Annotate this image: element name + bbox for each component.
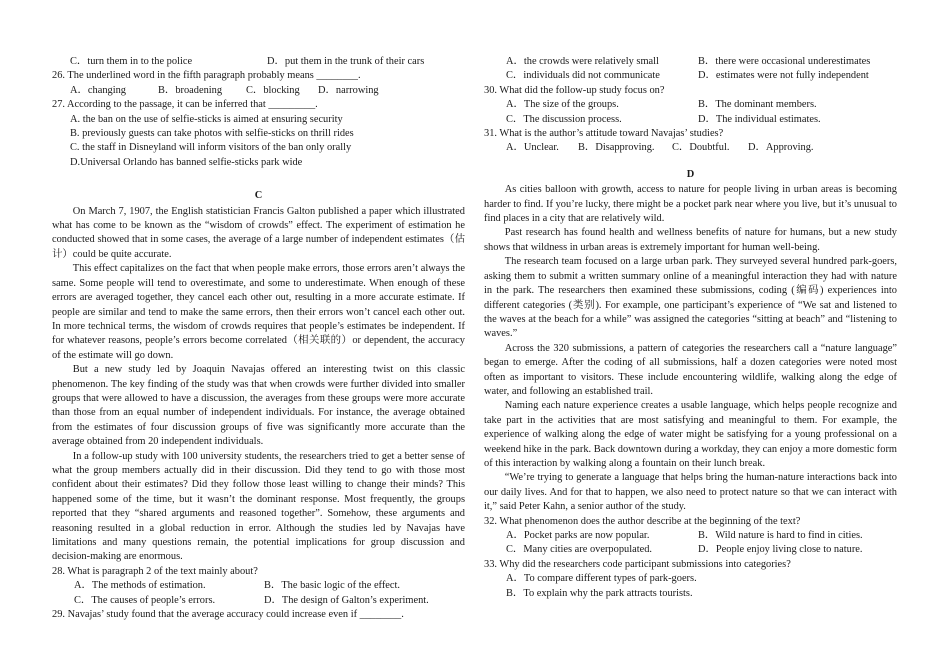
q28-option-d: D．The design of Galton’s experiment. bbox=[264, 594, 429, 606]
passage-c-paragraph-4: In a follow-up study with 100 university students, the researchers tried to get a better sense of what the group members actually did in their discussion. Did they tend to go with those most confident about their estimates? Did they follow those least willing to change their minds? This happened some of the time, but it wasn’t the dominant response. Most frequently, the groups reported that they “shared arguments and reasoned together”. Somehow, these arguments and reasoning resulted in a global reduction in error. Although the studies led by Navajas have limitations and many questions remain, the potential implications for group discussion and decision-making are enormous. bbox=[52, 450, 465, 563]
q29-option-c: C．individuals did not communicate bbox=[506, 70, 660, 82]
q28-options-row2 bbox=[52, 594, 465, 608]
q31-option-b: B．Disapproving. bbox=[578, 142, 655, 154]
q31-option-c: C．Doubtful. bbox=[672, 142, 730, 154]
q30-option-b: B．The dominant members. bbox=[698, 99, 817, 111]
q27-option-d: D.Universal Orlando has banned selfie-sticks park wide bbox=[70, 156, 303, 168]
q31-option-d: D．Approving. bbox=[748, 142, 814, 154]
section-d-heading: D bbox=[686, 168, 695, 180]
q32-option-b: B．Wild nature is hard to find in cities. bbox=[698, 530, 863, 541]
q26-stem: 26. The underlined word in the fifth paragraph probably means ________. bbox=[52, 70, 361, 82]
left-column bbox=[52, 55, 465, 622]
passage-c-paragraph-2: This effect capitalizes on the fact that when people make errors, those errors aren’t always the same. Some people will tend to overestimate, and some to underestimate. When enough of these errors are averaged together, they cancel each other out, resulting in a more accurate estimate. If people are similar and tend to make the same errors, then their errors won’t cancel each other out. In more technical terms, the wisdom of crowds requires that people’s estimates be independent. If for whatever reasons, people’s errors become correlated（相关联的）or dependent, the accuracy of the estimate will go down. bbox=[52, 263, 465, 361]
q27-option-a: A. the ban on the use of selfie-sticks is aimed at ensuring security bbox=[70, 113, 343, 125]
passage-d-paragraph-3: The research team focused on a large urban park. They surveyed several hundred park-goers, asking them to submit a written summary online of a meaningful interaction they had with nature in the park. The researchers then examined these submissions, coding (编码) experiences into different categories (类别). For example, one participant’s experience of “We sat and listened to the waves at the beach for a while” was assigned the categories “sitting at beach” and “listening to waves.” bbox=[484, 256, 897, 340]
q25-option-d: D．put them in the trunk of their cars bbox=[267, 56, 425, 67]
q32-options-row1 bbox=[484, 529, 897, 543]
passage-c-paragraph-1: On March 7, 1907, the English statistician Francis Galton published a paper which illustrated what has come to be known as the “wisdom of crowds” effect. The experiment of estimation he conducted showed that in some cases, the average of a large number of independent estimates（估计）could be quite accurate. bbox=[52, 205, 465, 260]
q28-option-c: C．The causes of people’s errors. bbox=[74, 594, 216, 606]
q27-option-c: C. the staff in Disneyland will inform visitors of the ban only orally bbox=[70, 142, 352, 154]
passage-d-paragraph-2: Past research has found health and wellness benefits of nature for humans, but a new study shows that wildness in urban areas is extremely important for human well-being. bbox=[484, 227, 897, 253]
q27-option-b: B. previously guests can take photos with selfie-sticks on thrill rides bbox=[70, 128, 354, 140]
q27-stem: 27. According to the passage, it can be inferred that _________. bbox=[52, 99, 318, 111]
q31-option-a: A．Unclear. bbox=[506, 142, 559, 154]
q29-stem: 29. Navajas’ study found that the average accuracy could increase even if ________. bbox=[52, 609, 404, 621]
q29-options-row1 bbox=[484, 55, 897, 69]
q32-option-c: C．Many cities are overpopulated. bbox=[506, 544, 653, 556]
passage-c-paragraph-3: But a new study led by Joaquin Navajas offered an interesting twist on this classic phenomenon. The key finding of the study was that when crowds were further divided into smaller groups that were allowed to have a discussion, the averages from these groups were more accurate than those from an equal number of independent individuals. For instance, the average obtained from the estimates of four discussion groups of five was significantly more accurate than the average obtained from 20 independent individuals. bbox=[52, 364, 465, 448]
q28-option-b: B．The basic logic of the effect. bbox=[264, 580, 400, 592]
q33-option-a: A．To compare different types of park-goers. bbox=[506, 573, 697, 585]
q29-option-b: B．there were occasional underestimates bbox=[698, 56, 871, 67]
q32-options-row2 bbox=[484, 543, 897, 557]
q32-stem: 32. What phenomenon does the author describe at the beginning of the text? bbox=[484, 515, 801, 527]
q32-option-a: A．Pocket parks are now popular. bbox=[506, 530, 650, 541]
q29-option-a: A．the crowds were relatively small bbox=[506, 56, 659, 67]
q30-option-a: A．The size of the groups. bbox=[506, 99, 619, 111]
right-column bbox=[484, 55, 897, 601]
q25-option-c: C．turn them in to the police bbox=[70, 56, 193, 67]
q33-stem: 33. Why did the researchers code participant submissions into categories? bbox=[484, 558, 791, 570]
q30-stem: 30. What did the follow-up study focus on? bbox=[484, 84, 665, 96]
q25-options bbox=[52, 55, 465, 69]
q28-options-row1 bbox=[52, 579, 465, 593]
q29-option-d: D．estimates were not fully independent bbox=[698, 70, 869, 82]
passage-d-paragraph-6: “We’re trying to generate a language that helps bring the human-nature interactions back into our daily lives. And for that to happen, we also need to protect nature so that we can interact with it,” said Peter Kahn, a senior author of the study. bbox=[484, 472, 897, 513]
q30-options-row1 bbox=[484, 98, 897, 112]
q31-options bbox=[484, 141, 897, 155]
passage-d-paragraph-4: Across the 320 submissions, a pattern of categories the researchers call a “nature language” began to emerge. After the coding of all submissions, half a dozen categories were noted most often as important to visitors. These include encountering wildlife, walking along the edge of water, and following an established trail. bbox=[484, 342, 897, 397]
q30-option-c: C．The discussion process. bbox=[506, 113, 622, 125]
q29-options-row2 bbox=[484, 69, 897, 83]
q30-options-row2 bbox=[484, 113, 897, 127]
q26-options bbox=[52, 84, 465, 98]
q28-option-a: A．The methods of estimation. bbox=[74, 580, 206, 592]
q26-option-d: D．narrowing bbox=[318, 84, 379, 96]
q26-option-c: C．blocking bbox=[246, 84, 300, 96]
q31-stem: 31. What is the author’s attitude toward Navajas’ studies? bbox=[484, 128, 724, 140]
q26-option-a: A．changing bbox=[70, 84, 126, 96]
q33-option-b: B．To explain why the park attracts tourists. bbox=[506, 587, 693, 599]
q28-stem: 28. What is paragraph 2 of the text mainly about? bbox=[52, 565, 258, 577]
section-c-heading: C bbox=[254, 190, 263, 202]
passage-d-paragraph-1: As cities balloon with growth, access to nature for people living in urban areas is becoming harder to find. If you’re lucky, there might be a pocket park near where you live, but it’s unusual to find places in a city that are relatively wild. bbox=[484, 184, 897, 225]
q32-option-d: D．People enjoy living close to nature. bbox=[698, 544, 863, 556]
q30-option-d: D．The individual estimates. bbox=[698, 113, 821, 125]
q26-option-b: B．broadening bbox=[158, 84, 223, 96]
passage-d-paragraph-5: Naming each nature experience creates a usable language, which helps people recognize and take part in the activities that are most satisfying and meaningful to them. For example, the experience of walking along the edge of water might be satisfying for a young professional on a weekend hike in the park. Back downtown during a workday, they can enjoy a more domestic form of this interaction by walking along a fountain on their lunch break. bbox=[484, 400, 897, 469]
